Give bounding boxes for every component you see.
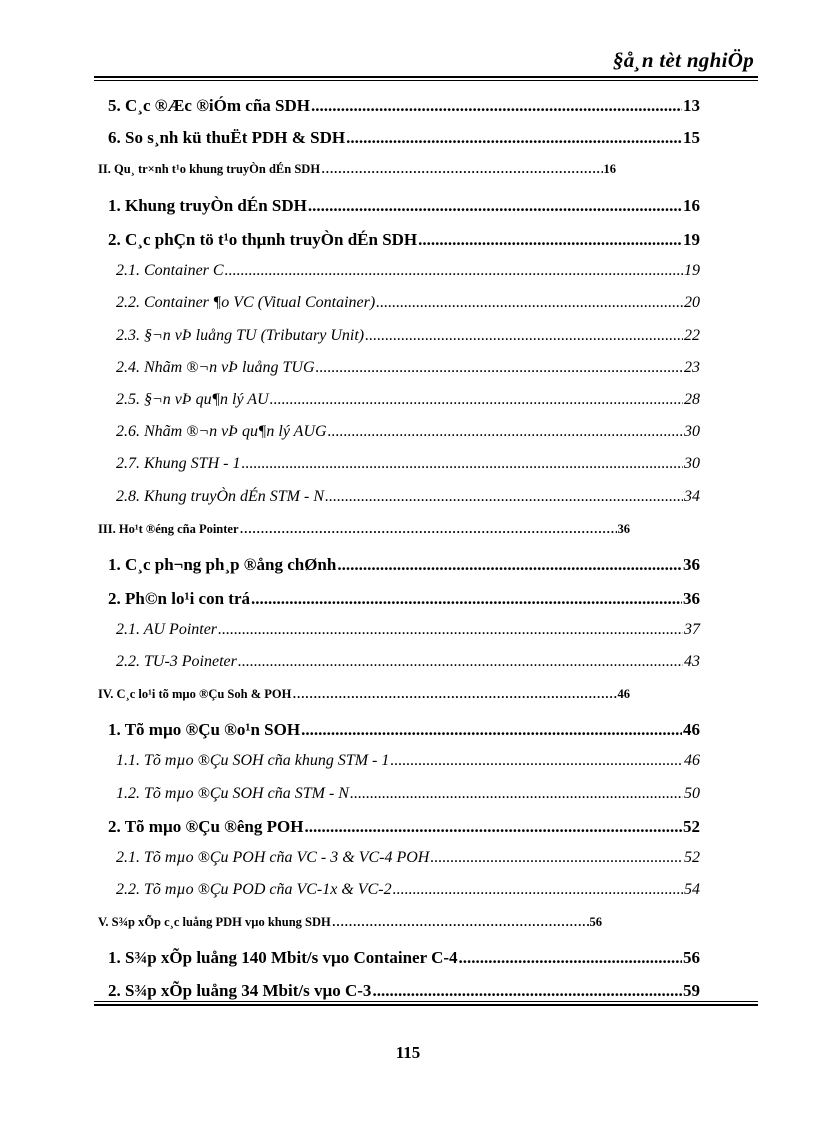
toc-leader-dots <box>325 488 683 506</box>
toc-leader-dots <box>304 817 682 837</box>
toc-subentry <box>116 327 700 345</box>
toc-page-number: 52 <box>683 817 700 836</box>
toc-page-number: 28 <box>684 391 700 408</box>
toc-leader-dots <box>328 423 683 441</box>
toc-leader-dots <box>301 720 682 740</box>
toc-leader-dots <box>316 359 683 377</box>
toc-leader-dots <box>365 327 683 345</box>
footer-rule-thick <box>94 1004 758 1006</box>
header-rule-thick <box>94 76 758 78</box>
header-rule-thin <box>94 80 758 81</box>
running-header-title: §å¸n tèt nghiÖp <box>612 48 754 72</box>
toc-entry <box>108 948 700 968</box>
toc-leader-dots <box>251 589 682 609</box>
toc-subentry <box>116 752 700 770</box>
toc-leader-dots <box>270 391 683 409</box>
toc-leader-dots <box>350 785 683 803</box>
toc-entry-label: 2. Tõ mµo ®Çu ®êng POH <box>108 817 304 836</box>
toc-page-number: 46 <box>684 752 700 769</box>
toc-entry <box>108 589 700 609</box>
toc-leader-dots <box>337 555 682 575</box>
toc-page-number: 36 <box>683 589 700 608</box>
toc-page-number: 34 <box>684 488 700 505</box>
page-number: 115 <box>395 1043 421 1062</box>
toc-leader-dots <box>225 262 683 280</box>
toc-entry-label: 2.2. Tõ mµo ®Çu POD cña VC-1x & VC-2 <box>116 881 392 898</box>
toc-page-number: 16 <box>603 162 616 176</box>
toc-entry-label: 1. S¾p xÕp luång 140 Mbit/s vµo Container C-4 <box>108 948 458 967</box>
toc-entry-label: 2.1. Tõ mµo ®Çu POH cña VC - 3 & VC-4 POH <box>116 849 430 866</box>
toc-page-number: 23 <box>684 359 700 376</box>
toc-subentry <box>116 359 700 377</box>
toc-leader-dots <box>346 128 682 148</box>
toc-entry <box>108 817 700 837</box>
toc-section-heading <box>98 522 630 537</box>
toc-leader-dots <box>332 915 589 930</box>
toc-entry-label: 2.8. Khung truyÒn dÉn STM - N <box>116 488 324 505</box>
toc-entry-label: IV. C¸c lo¹i tõ mµo ®Çu Soh & POH <box>98 687 292 701</box>
toc-entry-label: 1.1. Tõ mµo ®Çu SOH cña khung STM - 1 <box>116 752 390 769</box>
toc-entry-label: 2. S¾p xÕp luång 34 Mbit/s vµo C-3 <box>108 981 372 1000</box>
toc-page-number: 20 <box>684 294 700 311</box>
toc-subentry <box>116 294 700 312</box>
toc-entry-label: 2.4. Nhãm ®¬n vÞ luång TUG <box>116 359 315 376</box>
toc-entry-label: V. S¾p xÕp c¸c luång PDH vµo khung SDH <box>98 915 331 929</box>
toc-leader-dots <box>376 294 683 312</box>
toc-entry-label: 1.2. Tõ mµo ®Çu SOH cña STM - N <box>116 785 349 802</box>
toc-leader-dots <box>393 881 683 899</box>
toc-subentry <box>116 621 700 639</box>
toc-entry-label: 1. Khung truyÒn dÉn SDH <box>108 196 307 215</box>
toc-subentry <box>116 391 700 409</box>
toc-leader-dots <box>292 687 616 702</box>
toc-entry <box>108 196 700 216</box>
toc-page-number: 19 <box>683 230 700 249</box>
toc-entry-label: III. Ho¹t ®éng cña Pointer <box>98 522 239 536</box>
toc-page-number: 30 <box>684 423 700 440</box>
toc-leader-dots <box>308 196 682 216</box>
toc-entry <box>108 96 700 116</box>
toc-subentry <box>116 488 700 506</box>
toc-page-number: 30 <box>684 455 700 472</box>
toc-page-number: 15 <box>683 128 700 147</box>
toc-page-number: 19 <box>684 262 700 279</box>
footer-rule-thin <box>94 1001 758 1002</box>
toc-page-number: 52 <box>684 849 700 866</box>
toc-page-number: 59 <box>683 981 700 1000</box>
toc-entry-label: 2.2. TU-3 Poineter <box>116 653 237 670</box>
toc-entry-label: 1. Tõ mµo ®Çu ®o¹n SOH <box>108 720 301 739</box>
toc-entry <box>108 555 700 575</box>
toc-entry <box>108 128 700 148</box>
toc-entry-label: 2.6. Nhãm ®¬n vÞ qu¶n lý AUG <box>116 423 327 440</box>
toc-entry-label: 2.3. §¬n vÞ luång TU (Tributary Unit) <box>116 327 365 344</box>
toc-entry-label: 2.1. Container C <box>116 262 224 279</box>
toc-leader-dots <box>430 849 683 867</box>
toc-page-number: 46 <box>617 687 630 701</box>
toc-entry-label: 2. Ph©n lo¹i con trá <box>108 589 250 608</box>
toc-page-number: 36 <box>617 522 630 536</box>
toc-page-number: 13 <box>683 96 700 115</box>
toc-entry-label: II. Qu¸ tr×nh t¹o khung truyÒn dÉn SDH <box>98 162 321 176</box>
toc-leader-dots <box>321 162 602 177</box>
toc-entry-label: 1. C¸c ph¬ng ph¸p ®ång chØnh <box>108 555 337 574</box>
toc-page-number: 37 <box>684 621 700 638</box>
toc-subentry <box>116 881 700 899</box>
toc-leader-dots <box>390 752 683 770</box>
toc-leader-dots <box>459 948 682 968</box>
toc-entry-label: 2.5. §¬n vÞ qu¶n lý AU <box>116 391 269 408</box>
toc-subentry <box>116 785 700 803</box>
toc-subentry <box>116 455 700 473</box>
toc-section-heading <box>98 915 602 930</box>
toc-page-number: 56 <box>683 948 700 967</box>
toc-subentry <box>116 653 700 671</box>
toc-subentry <box>116 423 700 441</box>
toc-leader-dots <box>311 96 682 116</box>
toc-entry-label: 5. C¸c ®Æc ®iÓm cña SDH <box>108 96 310 115</box>
toc-leader-dots <box>241 455 683 473</box>
toc-entry <box>108 981 700 1001</box>
toc-entry-label: 2.7. Khung STH - 1 <box>116 455 241 472</box>
toc-entry-label: 2. C¸c phÇn tö t¹o thµnh truyÒn dÉn SDH <box>108 230 418 249</box>
toc-entry <box>108 230 700 250</box>
toc-page-number: 36 <box>683 555 700 574</box>
toc-page-number: 54 <box>684 881 700 898</box>
toc-page-number: 16 <box>683 196 700 215</box>
toc-page-number: 43 <box>684 653 700 670</box>
toc-leader-dots <box>372 981 682 1001</box>
toc-page-number: 22 <box>684 327 700 344</box>
toc-leader-dots <box>418 230 682 250</box>
toc-leader-dots <box>240 522 617 537</box>
toc-leader-dots <box>238 653 683 671</box>
toc-subentry <box>116 262 700 280</box>
toc-entry-label: 6. So s¸nh kü thuËt PDH & SDH <box>108 128 346 147</box>
toc-entry <box>108 720 700 740</box>
toc-entry-label: 2.2. Container ¶o VC (Vitual Container) <box>116 294 376 311</box>
toc-subentry <box>116 849 700 867</box>
toc-page-number: 46 <box>683 720 700 739</box>
toc-entry-label: 2.1. AU Pointer <box>116 621 218 638</box>
toc-leader-dots <box>218 621 683 639</box>
toc-page-number: 50 <box>684 785 700 802</box>
toc-page-number: 56 <box>589 915 602 929</box>
toc-section-heading <box>98 162 616 177</box>
toc-section-heading <box>98 687 630 702</box>
